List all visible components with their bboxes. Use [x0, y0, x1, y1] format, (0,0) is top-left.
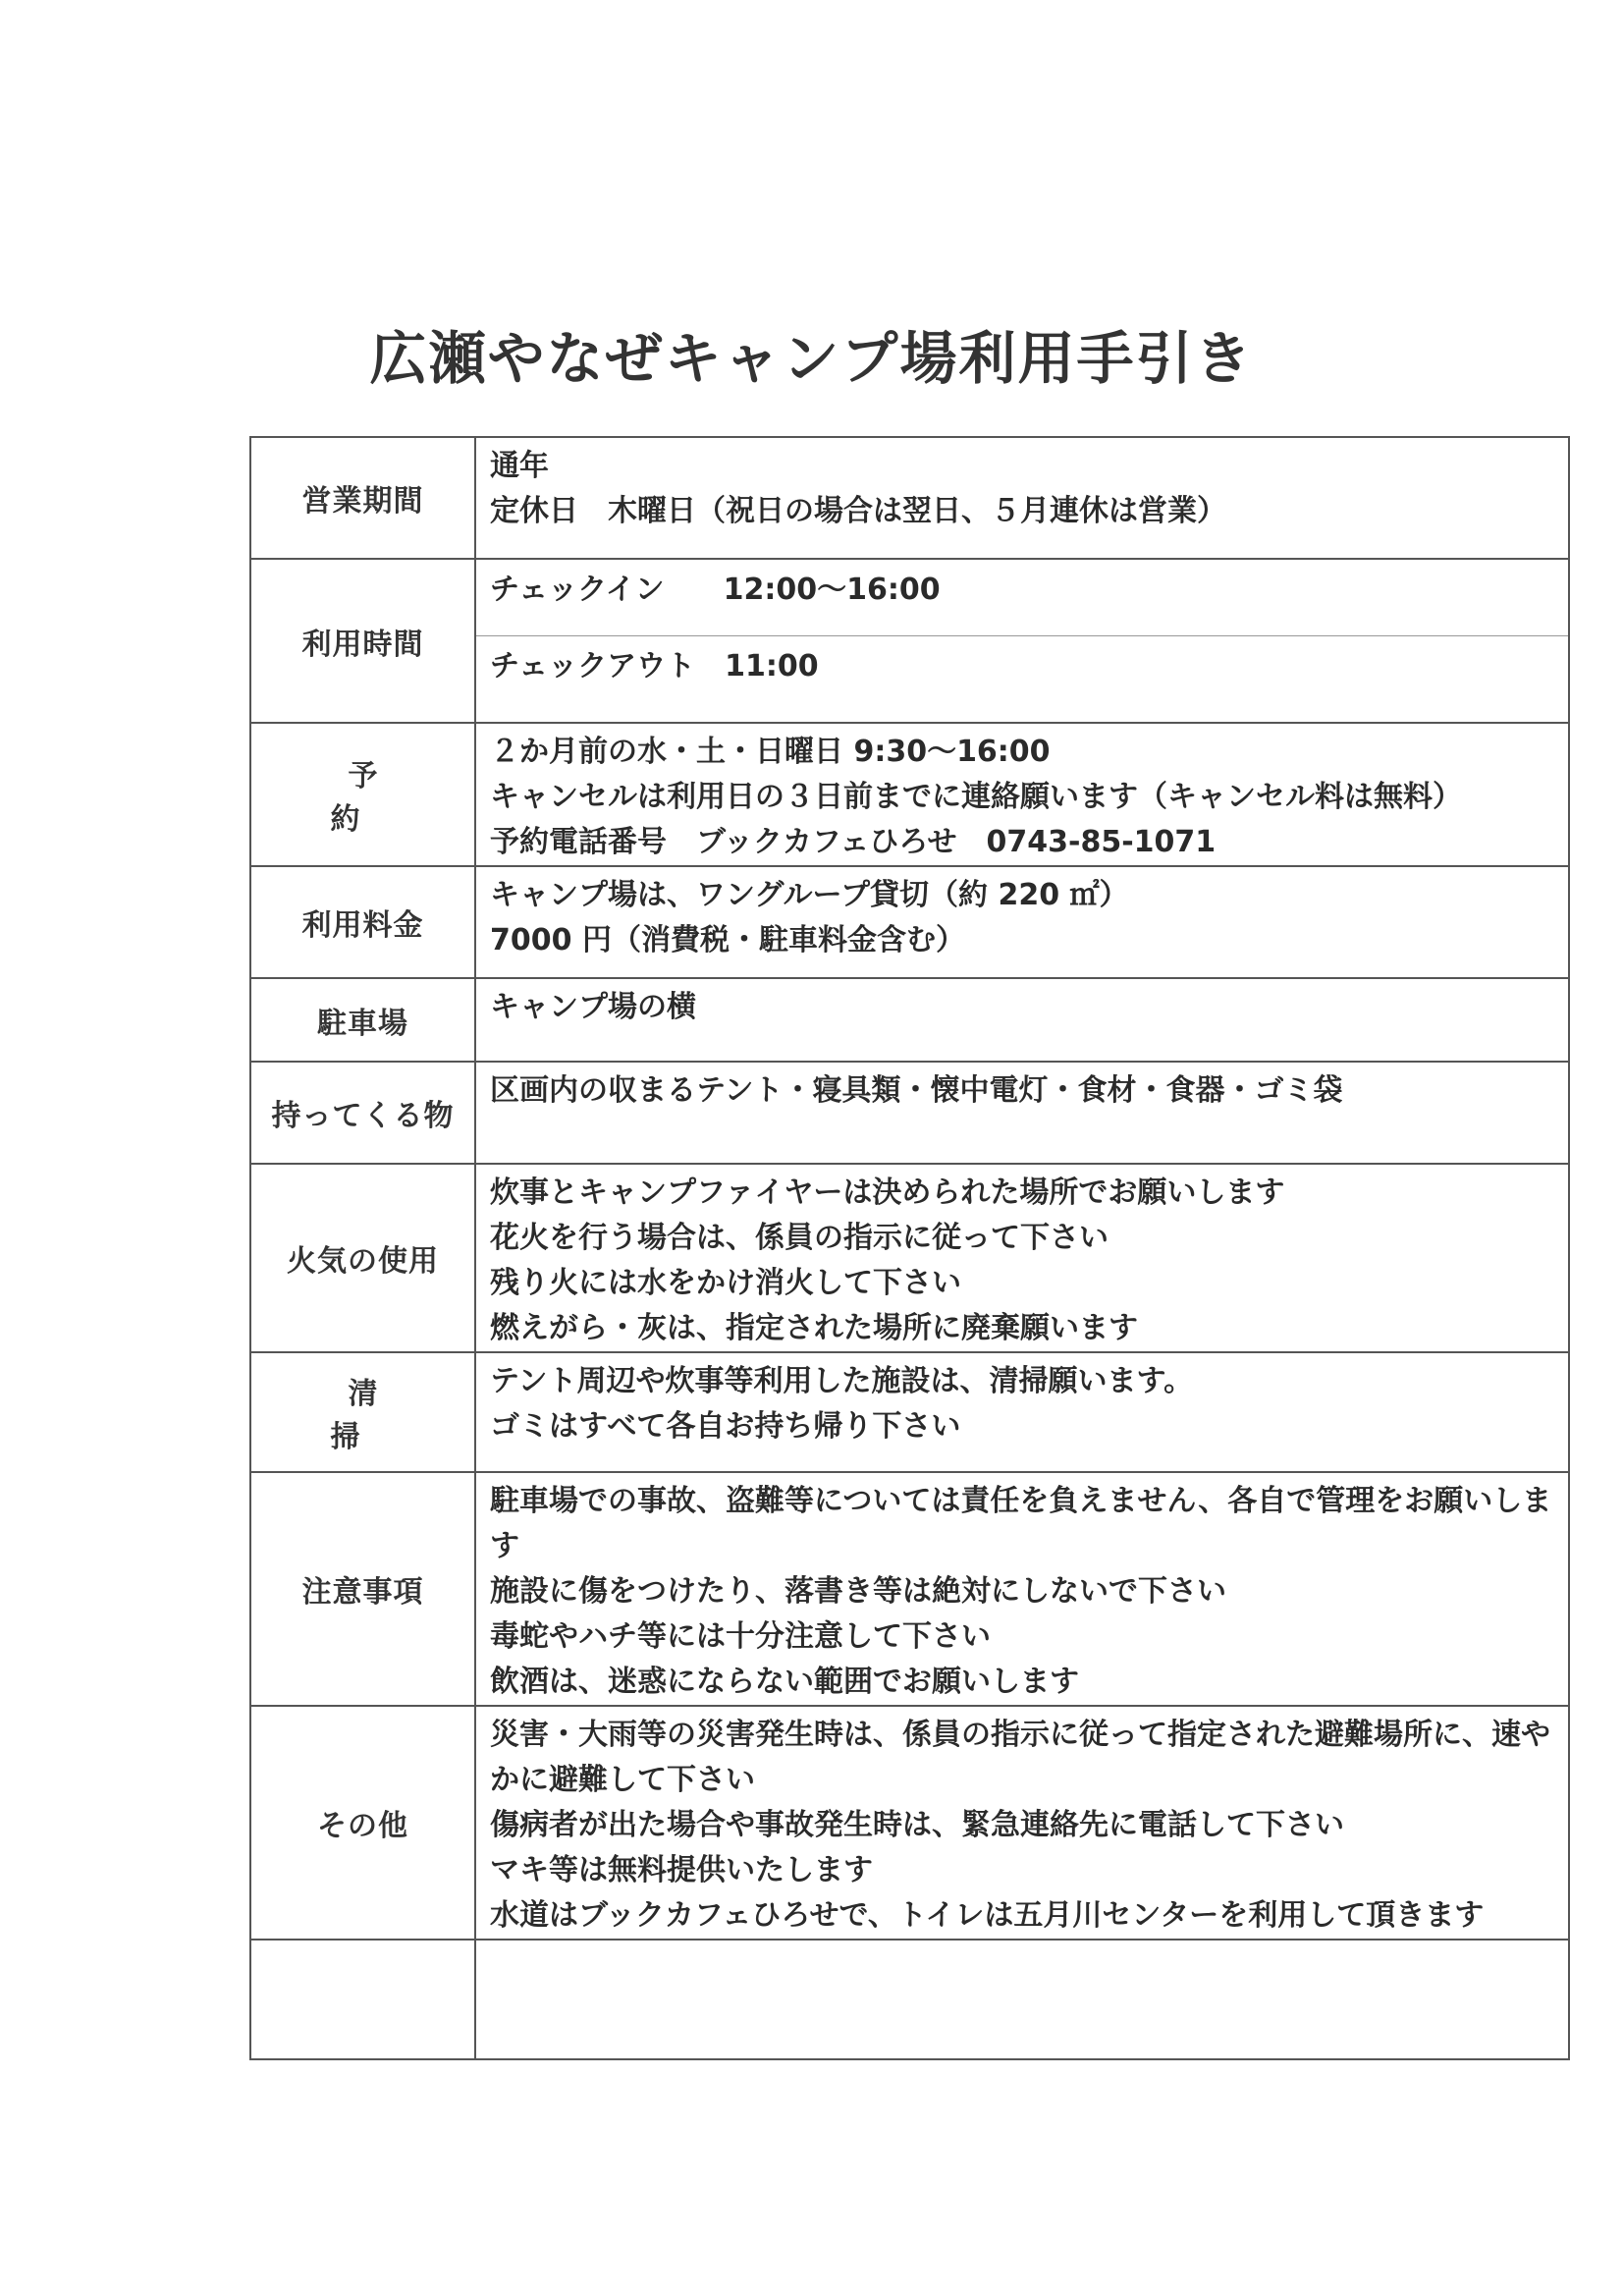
text-line: ゴミはすべて各自お持ち帰り下さい	[490, 1409, 961, 1444]
row-cleaning	[250, 1352, 1569, 1472]
text-line: ２か月前の水・土・日曜日 9:30～16:00	[490, 735, 1051, 769]
content-cleaning	[475, 1352, 1569, 1472]
label-reservation-text: 予 約	[330, 759, 478, 837]
text-line: 飲酒は、迷惑にならない範囲でお願いします	[490, 1665, 1079, 1699]
label-cleaning-text: 清 掃	[330, 1377, 478, 1454]
label-other: その他	[250, 1706, 475, 1940]
text-line: 定休日 木曜日（祝日の場合は翌日、５月連休は営業）	[490, 494, 1226, 528]
text-line: キャンセルは利用日の３日前までに連絡願います（キャンセル料は無料）	[490, 780, 1462, 814]
text-line: 通年	[490, 449, 549, 483]
label-usage-time: 利用時間	[250, 559, 475, 723]
text-line: 傷病者が出た場合や事故発生時は、緊急連絡先に電話して下さい	[490, 1808, 1344, 1842]
label-parking: 駐車場	[250, 978, 475, 1062]
text-line: 毒蛇やハチ等には十分注意して下さい	[490, 1619, 991, 1654]
content-reservation	[475, 723, 1569, 866]
row-reservation	[250, 723, 1569, 866]
content-fire	[475, 1164, 1569, 1352]
text-line: 残り火には水をかけ消火して下さい	[490, 1266, 961, 1300]
content-other	[475, 1706, 1569, 1940]
text-line: 炊事とキャンプファイヤーは決められた場所でお願いします	[490, 1175, 1285, 1210]
text-line: 駐車場での事故、盗難等については責任を負えません、各自で管理をお願いします	[490, 1484, 1552, 1563]
row-other	[250, 1706, 1569, 1940]
text-line: 花火を行う場合は、係員の指示に従って下さい	[490, 1221, 1109, 1255]
label-cleaning	[250, 1352, 478, 1472]
label-fire: 火気の使用	[250, 1164, 475, 1352]
row-fire	[250, 1164, 1569, 1352]
row-usage-time	[250, 559, 1569, 723]
checkin-time: チェックイン 12:00～16:00	[490, 573, 941, 607]
content-cautions	[475, 1472, 1569, 1706]
text-line: テント周辺や炊事等利用した施設は、清掃願います。	[490, 1364, 1194, 1398]
content-usage-time	[475, 559, 1569, 723]
reservation-phone: 予約電話番号 ブックカフェひろせ 0743-85-1071	[490, 825, 1217, 859]
row-business-period	[250, 437, 1569, 559]
label-empty	[250, 1940, 475, 2059]
text-line: マキ等は無料提供いたします	[490, 1853, 873, 1887]
label-fee: 利用料金	[250, 866, 475, 978]
checkout-time: チェックアウト 11:00	[490, 649, 819, 683]
text-line: キャンプ場は、ワングループ貸切（約 220 ㎡）	[490, 878, 1129, 912]
label-cautions: 注意事項	[250, 1472, 475, 1706]
content-fee	[475, 866, 1569, 978]
text-line: 施設に傷をつけたり、落書き等は絶対にしないで下さい	[490, 1574, 1226, 1609]
text-line: 水道はブックカフェひろせで、トイレは五月川センターを利用して頂きます	[490, 1898, 1485, 1933]
text-line: 災害・大雨等の災害発生時は、係員の指示に従って指定された避難場所に、速やかに避難して下さい	[490, 1718, 1550, 1797]
page-title: 広瀬やなぜキャンプ場利用手引き	[369, 325, 1254, 392]
content-empty	[475, 1940, 1569, 2059]
content-bring	[475, 1062, 1569, 1164]
row-parking	[250, 978, 1569, 1062]
usage-guide-table	[249, 436, 1570, 2060]
row-fee	[250, 866, 1569, 978]
content-parking	[475, 978, 1569, 1062]
text-line: 燃えがら・灰は、指定された場所に廃棄願います	[490, 1311, 1138, 1345]
row-cautions	[250, 1472, 1569, 1706]
text-line: 7000 円（消費税・駐車料金含む）	[490, 923, 965, 957]
label-reservation	[250, 723, 478, 866]
label-business-period: 営業期間	[250, 437, 475, 559]
row-bring	[250, 1062, 1569, 1164]
content-business-period	[475, 437, 1569, 559]
row-empty	[250, 1940, 1569, 2059]
label-bring: 持ってくる物	[250, 1062, 475, 1164]
text-line: 区画内の収まるテント・寝具類・懐中電灯・食材・食器・ゴミ袋	[490, 1073, 1343, 1108]
text-line: キャンプ場の横	[490, 990, 696, 1024]
